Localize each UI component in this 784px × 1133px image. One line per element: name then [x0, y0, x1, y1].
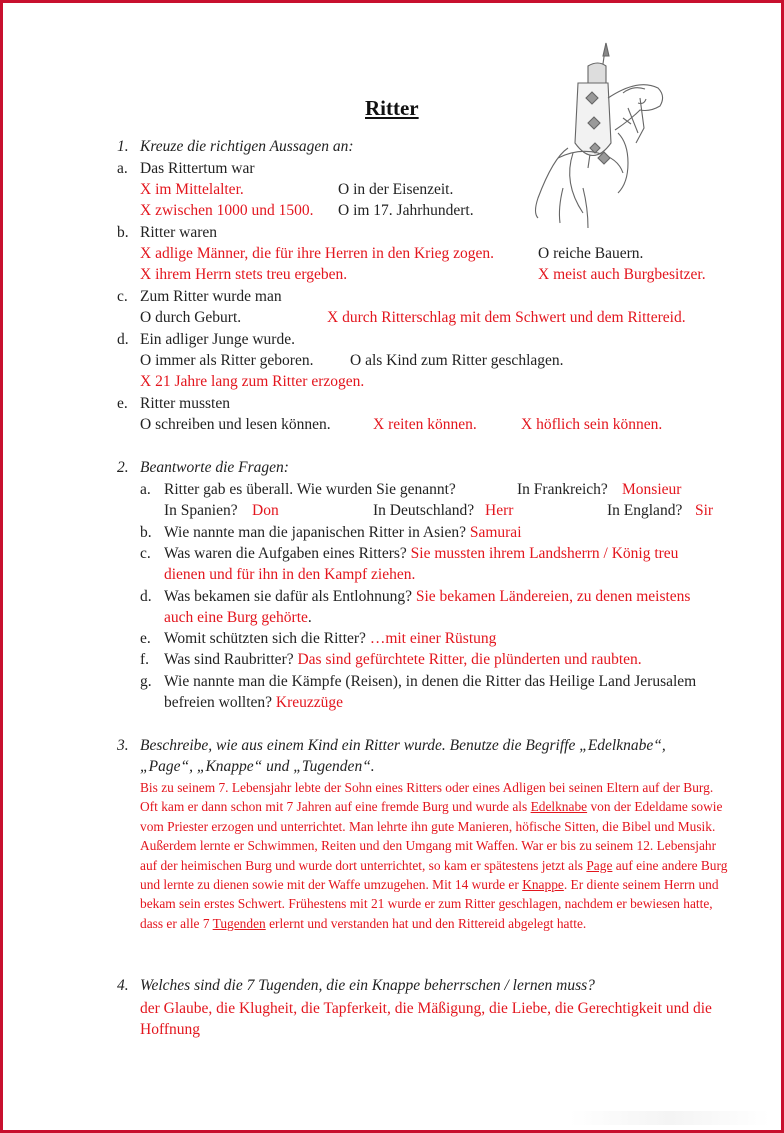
q2c-answer-line1: Sie mussten ihrem Landsherrn / König treu	[410, 545, 679, 562]
q2a-question: Ritter gab es überall. Wie wurden Sie genannt?	[164, 481, 456, 498]
q1b-stem: Ritter waren	[140, 224, 218, 241]
q2e-question	[164, 630, 496, 648]
q1a-stem: Das Rittertum war	[140, 160, 255, 177]
q1-prompt: Kreuze die richtigen Aussagen an:	[140, 138, 354, 155]
q2d-letter: d.	[140, 588, 152, 605]
q1c-letter: c.	[117, 288, 128, 305]
q2d-answer-line2-wrap	[164, 609, 312, 627]
q2f-letter: f.	[140, 651, 150, 668]
q2a-france-answer: Monsieur	[622, 481, 682, 498]
q2a-england-answer: Sir	[695, 502, 714, 519]
q2g-question-text: befreien wollten?	[164, 694, 273, 711]
q1c-stem: Zum Ritter wurde man	[140, 288, 282, 305]
q2g-question-line1: Wie nannte man die Kämpfe (Reisen), in denen die Ritter das Heilige Land Jerusalem	[164, 673, 697, 690]
q2f-question-text: Was sind Raubritter?	[164, 651, 294, 668]
q3-prompt-line1: Beschreibe, wie aus einem Kind ein Ritter wurde. Benutze die Begriffe „Edelknabe“,	[140, 737, 666, 754]
q3-prompt-line2: „Page“, „Knappe“ und „Tugenden“.	[140, 758, 375, 775]
q1b-option-4[interactable]: X meist auch Burgbesitzer.	[538, 266, 706, 283]
q2e-letter: e.	[140, 630, 151, 647]
q2d-period: .	[307, 609, 312, 626]
q2g-question-line2	[164, 694, 343, 712]
q2a-england-label: In England?	[607, 502, 683, 519]
q1d-option-1[interactable]: O immer als Ritter geboren.	[140, 352, 314, 369]
q2b-question	[164, 524, 522, 542]
q1e-option-2[interactable]: X reiten können.	[373, 416, 477, 433]
q4-prompt: Welches sind die 7 Tugenden, die ein Knappe beherrschen / lernen muss?	[140, 977, 595, 994]
q1a-option-4[interactable]: O im 17. Jahrhundert.	[338, 202, 474, 219]
q1b-option-2[interactable]: O reiche Bauern.	[538, 245, 644, 262]
q3-answer-part3: auf eine andere Burg und lernte zu dienen sowie mit der Waffe umzugehen. Mit 14 wurde er	[140, 857, 728, 893]
q2c-question	[164, 545, 678, 563]
q1d-option-2[interactable]: O als Kind zum Ritter geschlagen.	[350, 352, 564, 369]
q1d-letter: d.	[117, 331, 129, 348]
q3-answer-part2: von der Edeldame sowie vom Priester erzogen und unterrichtet. Man lehrte ihn gute Manieren, höfische Sitten, die Bibel und Musik. Außerdem lernte er Schwimmen, Reiten und den Umgang mit Waffen. War er bis zu seinem 12. Lebensjahr auf der heimischen Burg und wurde dort unterrichtet, so kam er spätestens jetzt als	[140, 799, 723, 873]
q1a-letter: a.	[117, 160, 128, 177]
q2-prompt: Beantworte die Fragen:	[140, 459, 289, 476]
q1e-option-1[interactable]: O schreiben und lesen können.	[140, 416, 331, 433]
q2a-letter: a.	[140, 481, 151, 498]
q2d-answer-line2: auch eine Burg gehörte	[164, 609, 308, 626]
knight-on-horse-icon	[528, 38, 668, 233]
q3-number: 3.	[117, 737, 129, 754]
q2g-letter: g.	[140, 673, 152, 690]
q2b-question-text: Wie nannte man die japanischen Ritter in Asien?	[164, 524, 466, 541]
q1a-option-1[interactable]: X im Mittelalter.	[140, 181, 244, 198]
q1b-option-3[interactable]: X ihrem Herrn stets treu ergeben.	[140, 266, 348, 283]
q2e-answer: …mit einer Rüstung	[369, 630, 497, 647]
term-page: Page	[586, 857, 613, 873]
q2d-answer-line1: Sie bekamen Ländereien, zu denen meistens	[415, 588, 691, 605]
q2a-germany-answer: Herr	[485, 502, 514, 519]
q1d-option-3[interactable]: X 21 Jahre lang zum Ritter erzogen.	[140, 373, 365, 390]
q2f-answer: Das sind gefürchtete Ritter, die plünderten und raubten.	[297, 651, 642, 668]
q2c-answer-line2: dienen und für ihn in den Kampf ziehen.	[164, 566, 416, 583]
q2f-question	[164, 651, 642, 669]
q2a-spain-label: In Spanien?	[164, 502, 238, 519]
term-tugenden: Tugenden	[212, 915, 266, 931]
q3-answer-part1: Bis zu seinem 7. Lebensjahr lebte der Sohn eines Ritters oder eines Adligen bei seinen Eltern auf der Burg. Oft kam er dann schon mit 7 Jahren auf eine fremde Burg und wurde als	[140, 780, 714, 815]
q1b-letter: b.	[117, 224, 129, 241]
q2d-question	[164, 588, 690, 606]
q1a-option-3[interactable]: X zwischen 1000 und 1500.	[140, 202, 314, 219]
q4-number: 4.	[117, 977, 129, 994]
q2d-question-text: Was bekamen sie dafür als Entlohnung?	[164, 588, 412, 605]
q1b-option-1[interactable]: X adlige Männer, die für ihre Herren in den Krieg zogen.	[140, 245, 495, 262]
q1c-option-1[interactable]: O durch Geburt.	[140, 309, 242, 326]
q2e-question-text: Womit schützten sich die Ritter?	[164, 630, 366, 647]
q1c-option-2[interactable]: X durch Ritterschlag mit dem Schwert und dem Rittereid.	[327, 309, 686, 326]
page-title: Ritter	[365, 96, 419, 120]
q2g-answer: Kreuzzüge	[275, 694, 344, 711]
q4-answer: der Glaube, die Klugheit, die Tapferkeit, die Mäßigung, die Liebe, die Gerechtigkeit und die Hoffnung	[140, 1000, 712, 1038]
q2a-france-label: In Frankreich?	[517, 481, 608, 498]
q2a-spain-answer: Don	[252, 502, 279, 519]
term-edelknabe: Edelknabe	[530, 799, 588, 815]
q2-number: 2.	[117, 459, 129, 476]
q1d-stem: Ein adliger Junge wurde.	[140, 331, 295, 348]
q1-number: 1.	[117, 138, 129, 155]
q1a-option-2[interactable]: O in der Eisenzeit.	[338, 181, 454, 198]
q2b-answer: Samurai	[469, 524, 522, 541]
q1e-letter: e.	[117, 395, 128, 412]
q2c-question-text: Was waren die Aufgaben eines Ritters?	[164, 545, 407, 562]
q1e-option-3[interactable]: X höflich sein können.	[521, 416, 663, 433]
watermark-strip	[570, 1111, 770, 1125]
q2a-germany-label: In Deutschland?	[373, 502, 475, 519]
q2c-letter: c.	[140, 545, 151, 562]
q3-answer-paragraph	[140, 778, 730, 933]
term-knappe: Knappe	[522, 877, 564, 893]
q2b-letter: b.	[140, 524, 152, 541]
q3-answer-part5: erlernt und verstanden hat und den Rittereid abgelegt hatte.	[265, 915, 587, 931]
q1e-stem: Ritter mussten	[140, 395, 230, 412]
q3-answer-part4: . Er diente seinem Herrn und bekam sein erstes Schwert. Frühestens mit 21 wurde er zum Ritter geschlagen, nachdem er bewiesen hatte, dass er alle 7	[140, 877, 719, 931]
